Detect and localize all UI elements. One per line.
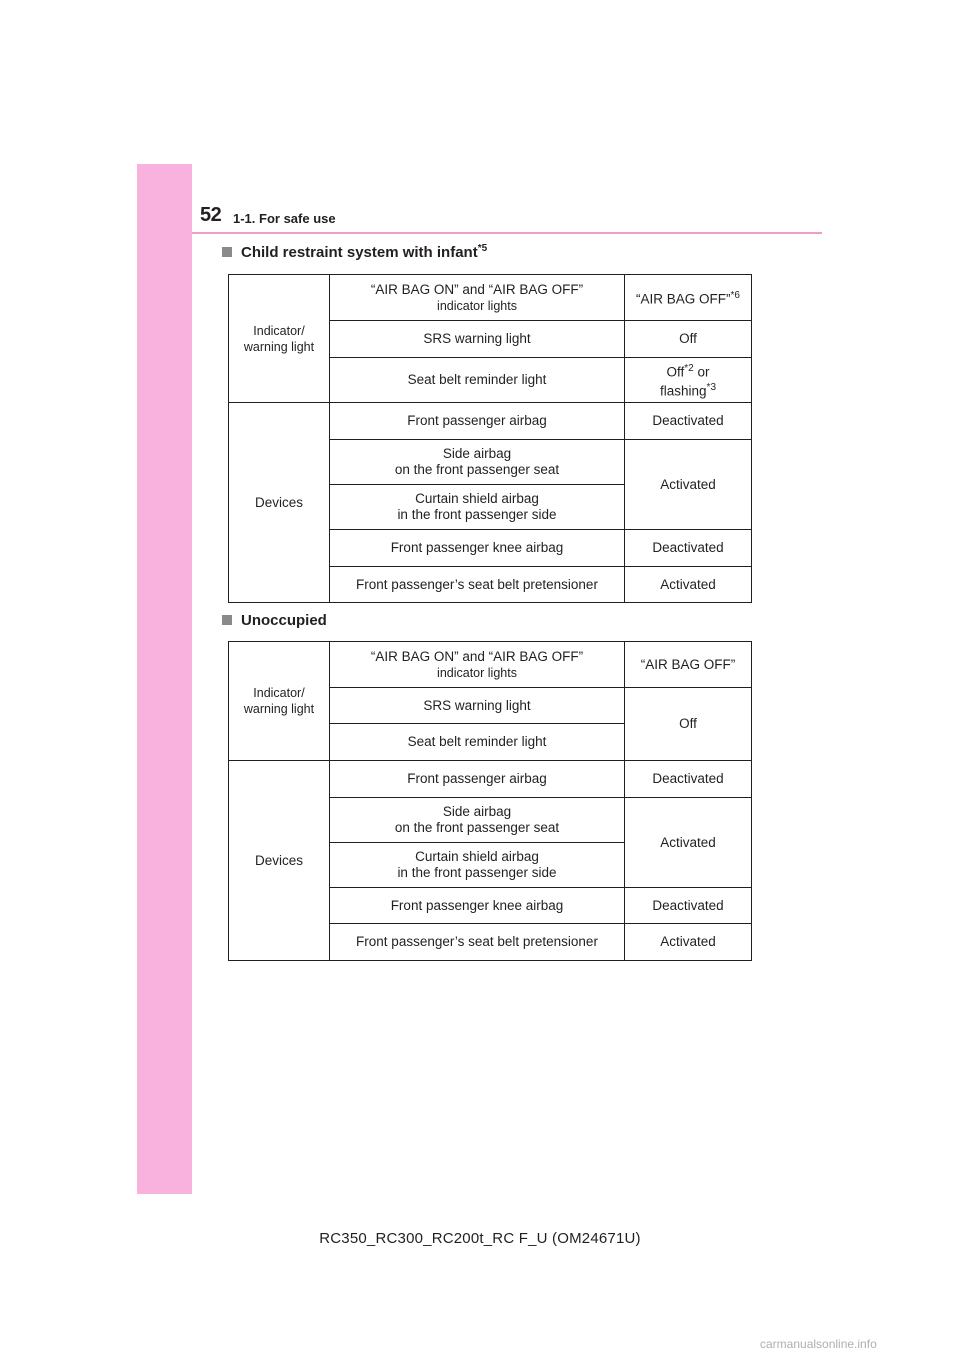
indicator-warning-label: Indicator/ warning light xyxy=(229,275,330,403)
curtain-airbag-name: Curtain shield airbag in the front passenger side xyxy=(330,843,625,888)
front-airbag-name: Front passenger airbag xyxy=(330,761,625,798)
heading-text: Unoccupied xyxy=(241,612,327,629)
seat-belt-reminder-name: Seat belt reminder light xyxy=(330,358,625,403)
airbag-lights-value: “AIR BAG OFF” xyxy=(625,642,752,688)
airbag-lights-name: “AIR BAG ON” and “AIR BAG OFF” indicator lights xyxy=(330,275,625,321)
srs-warning-light-name: SRS warning light xyxy=(330,688,625,724)
pretensioner-value: Activated xyxy=(625,924,752,961)
knee-airbag-value: Deactivated xyxy=(625,530,752,567)
square-bullet-icon xyxy=(222,247,232,257)
side-airbag-name: Side airbag on the front passenger seat xyxy=(330,440,625,485)
pretensioner-name: Front passenger’s seat belt pretensioner xyxy=(330,567,625,603)
srs-warning-light-value: Off xyxy=(625,321,752,358)
heading-child-restraint-infant xyxy=(222,243,487,261)
footer-model-code: RC350_RC300_RC200t_RC F_U (OM24671U) xyxy=(319,1230,641,1247)
heading-text: Child restraint system with infant xyxy=(241,244,478,261)
knee-airbag-value: Deactivated xyxy=(625,888,752,924)
heading-unoccupied xyxy=(222,612,327,629)
header-divider xyxy=(192,232,822,234)
section-title: 1-1. For safe use xyxy=(233,211,336,226)
seat-belt-reminder-value: Off$^{*2}$ or flashing$^{*3}$ xyxy=(625,358,752,403)
square-bullet-icon xyxy=(222,615,232,625)
table-row xyxy=(229,275,752,321)
airbag-lights-name: “AIR BAG ON” and “AIR BAG OFF” indicator lights xyxy=(330,642,625,688)
seat-belt-reminder-name: Seat belt reminder light xyxy=(330,724,625,761)
pretensioner-value: Activated xyxy=(625,567,752,603)
front-airbag-value: Deactivated xyxy=(625,761,752,798)
table-child-restraint-infant xyxy=(228,274,752,603)
curtain-airbag-name: Curtain shield airbag in the front passenger side xyxy=(330,485,625,530)
devices-label: Devices xyxy=(229,403,330,603)
table-row xyxy=(229,642,752,688)
page-number: 52 xyxy=(200,204,222,226)
airbag-lights-value: “AIR BAG OFF”$^{*6}$ xyxy=(625,275,752,321)
table-row xyxy=(229,403,752,440)
pretensioner-name: Front passenger’s seat belt pretensioner xyxy=(330,924,625,961)
table-unoccupied xyxy=(228,641,752,961)
front-airbag-value: Deactivated xyxy=(625,403,752,440)
side-color-band xyxy=(137,164,192,1194)
indicator-warning-label: Indicator/ warning light xyxy=(229,642,330,761)
srs-seatbelt-value: Off xyxy=(625,688,752,761)
footnote-marker: *5 xyxy=(477,243,488,254)
knee-airbag-name: Front passenger knee airbag xyxy=(330,888,625,924)
watermark: carmanualsonline.info xyxy=(760,1337,877,1351)
knee-airbag-name: Front passenger knee airbag xyxy=(330,530,625,567)
table-row xyxy=(229,761,752,798)
side-curtain-value: Activated xyxy=(625,798,752,888)
side-airbag-name: Side airbag on the front passenger seat xyxy=(330,798,625,843)
devices-label: Devices xyxy=(229,761,330,961)
side-curtain-value: Activated xyxy=(625,440,752,530)
srs-warning-light-name: SRS warning light xyxy=(330,321,625,358)
front-airbag-name: Front passenger airbag xyxy=(330,403,625,440)
